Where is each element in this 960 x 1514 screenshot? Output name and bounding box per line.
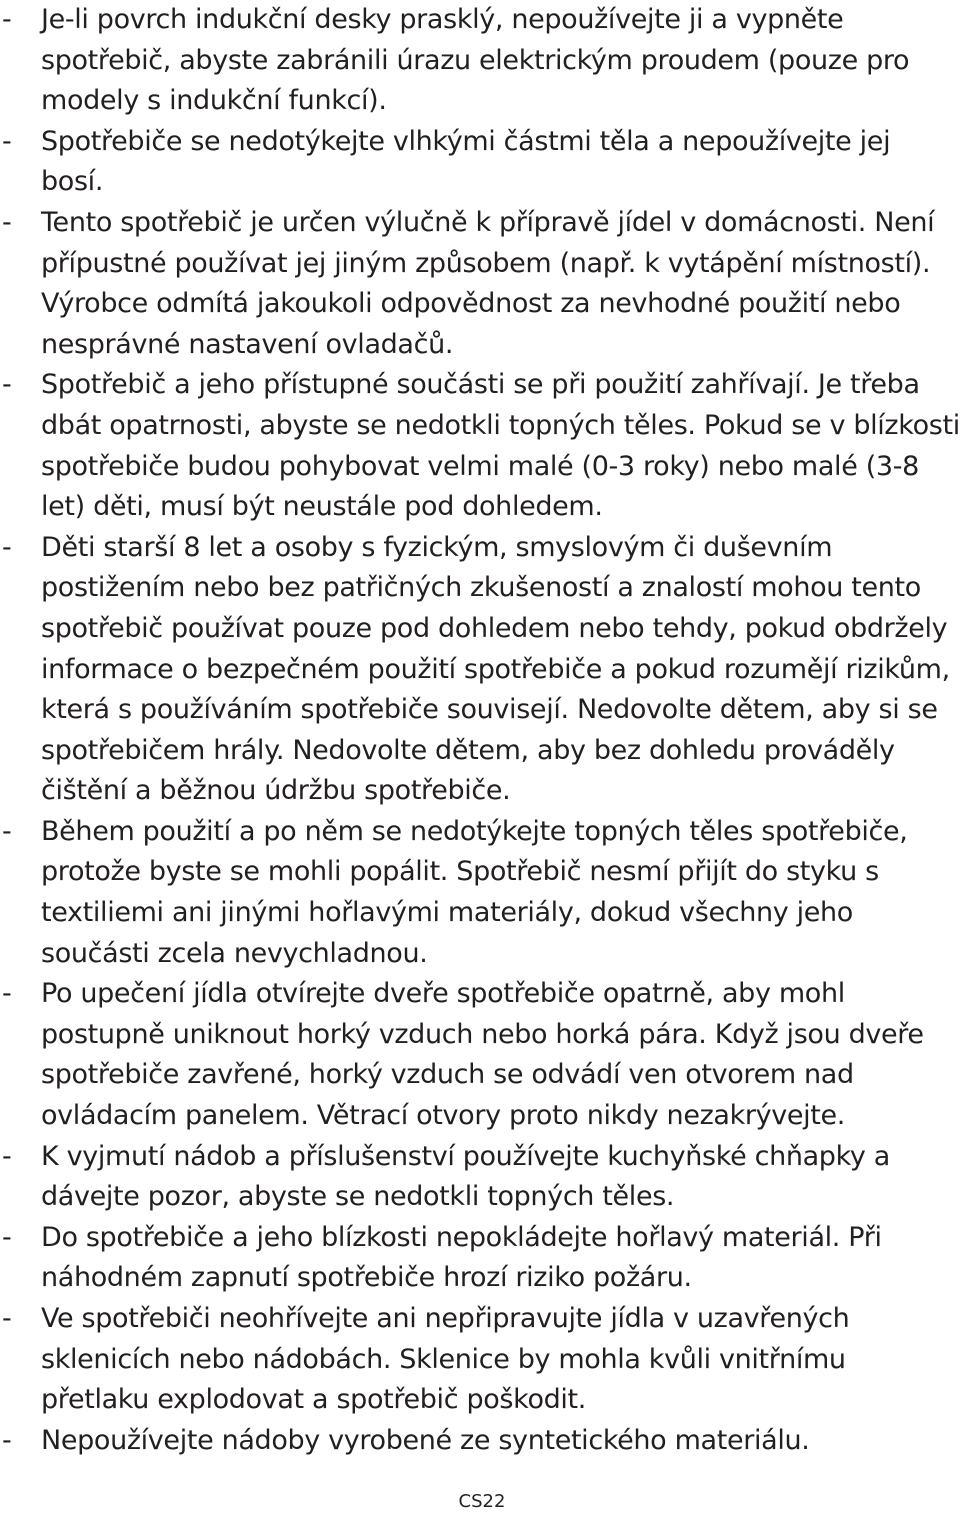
bullet-dash: - — [2, 1424, 12, 1456]
list-item — [0, 1137, 960, 1218]
bullet-dash: - — [2, 815, 12, 847]
list-item-text: Spotřebiče se nedotýkejte vlhkými částmi těla a nepoužívejte jej bosí. — [41, 125, 891, 198]
list-item-text: K vyjmutí nádob a příslušenství používejte kuchyňské chňapky a dávejte pozor, abyste se nedotkli topných těles. — [41, 1140, 890, 1213]
list-item — [0, 365, 960, 527]
list-item — [0, 0, 960, 122]
bullet-dash: - — [2, 1303, 12, 1334]
list-item — [0, 528, 960, 812]
list-item — [0, 812, 960, 974]
list-item-text: Po upečení jídla otvírejte dveře spotřebiče opatrně, aby mohl postupně uniknout horký vzduch nebo horká pára. Když jsou dveře spotřebiče zavřené, horký vzduch se odvádí ven otvorem nad ovládacím panelem. Větrací otvory proto nikdy nezakrývejte. — [41, 978, 924, 1132]
bullet-dash: - — [2, 206, 12, 238]
bullet-dash: - — [2, 1221, 12, 1253]
list-item — [0, 1218, 960, 1299]
list-item-text: Do spotřebiče a jeho blízkosti nepokládejte hořlavý materiál. Při náhodném zapnutí spotřebiče hrozí riziko požáru. — [41, 1221, 882, 1294]
list-item-text: Děti starší 8 let a osoby s fyzickým, smyslovým či duševním postižením nebo bez patřičných zkušeností a znalostí mohou tento spotřebič používat pouze pod dohledem nebo tehdy, pokud obdržely informace o bezpečném použití spotřebiče a pokud rozumějí rizikům, která s používáním spotřebiče souvisejí. Nedovolte dětem, aby si se spotřebičem hrály. Nedovolte dětem, aby bez dohledu prováděly čištění a běžnou údržbu spotřebiče. — [41, 531, 950, 807]
list-item — [0, 122, 960, 203]
bullet-dash: - — [2, 369, 12, 401]
bullet-dash: - — [2, 125, 12, 157]
list-item-text: Tento spotřebič je určen výlučně k přípravě jídel v domácnosti. Není přípustné používat jej jiným způsobem (např. k vytápění místností). Výrobce odmítá jakoukoli odpovědnost za nevhodné použití nebo nesprávné nastavení ovladačů. — [41, 206, 935, 360]
list-item-text: Spotřebič a jeho přístupné součásti se při použití zahřívají. Je třeba dbát opatrnosti, abyste se nedotkli topných těles. Pokud se v blízkosti spotřebiče budou pohybovat velmi malé (0-3 roky) nebo malé (3-8 let) děti, musí být neustále pod dohledem. — [41, 369, 960, 523]
list-item-text: Je-li povrch indukční desky prasklý, nepoužívejte ji a vypněte spotřebič, abyste zabránili úrazu elektrickým proudem (pouze pro modely s indukční funkcí). — [41, 4, 910, 117]
bullet-dash: - — [2, 978, 12, 1010]
page-number: CS22 — [458, 1491, 506, 1512]
list-item-text: Ve spotřebiči neohřívejte ani nepřipravujte jídla v uzavřených sklenicích nebo nádobách. Sklenice by mohla kvůli vnitřnímu přetlaku explodovat a spotřebič poškodit. — [41, 1303, 850, 1416]
list-item — [0, 203, 960, 365]
list-item-text: Během použití a po něm se nedotýkejte topných těles spotřebiče, protože byste se mohli popálit. Spotřebič nesmí přijít do styku s textiliemi ani jinými hořlavými materiály, dokud všechny jeho součásti zcela nevychladnou. — [41, 815, 908, 969]
list-item — [0, 974, 960, 1136]
list-item — [0, 1299, 960, 1421]
bullet-dash: - — [2, 531, 12, 563]
list-item — [0, 1421, 960, 1462]
list-item-text: Nepoužívejte nádoby vyrobené ze syntetického materiálu. — [41, 1424, 810, 1456]
bullet-dash: - — [2, 4, 12, 35]
bullet-dash: - — [2, 1140, 12, 1172]
